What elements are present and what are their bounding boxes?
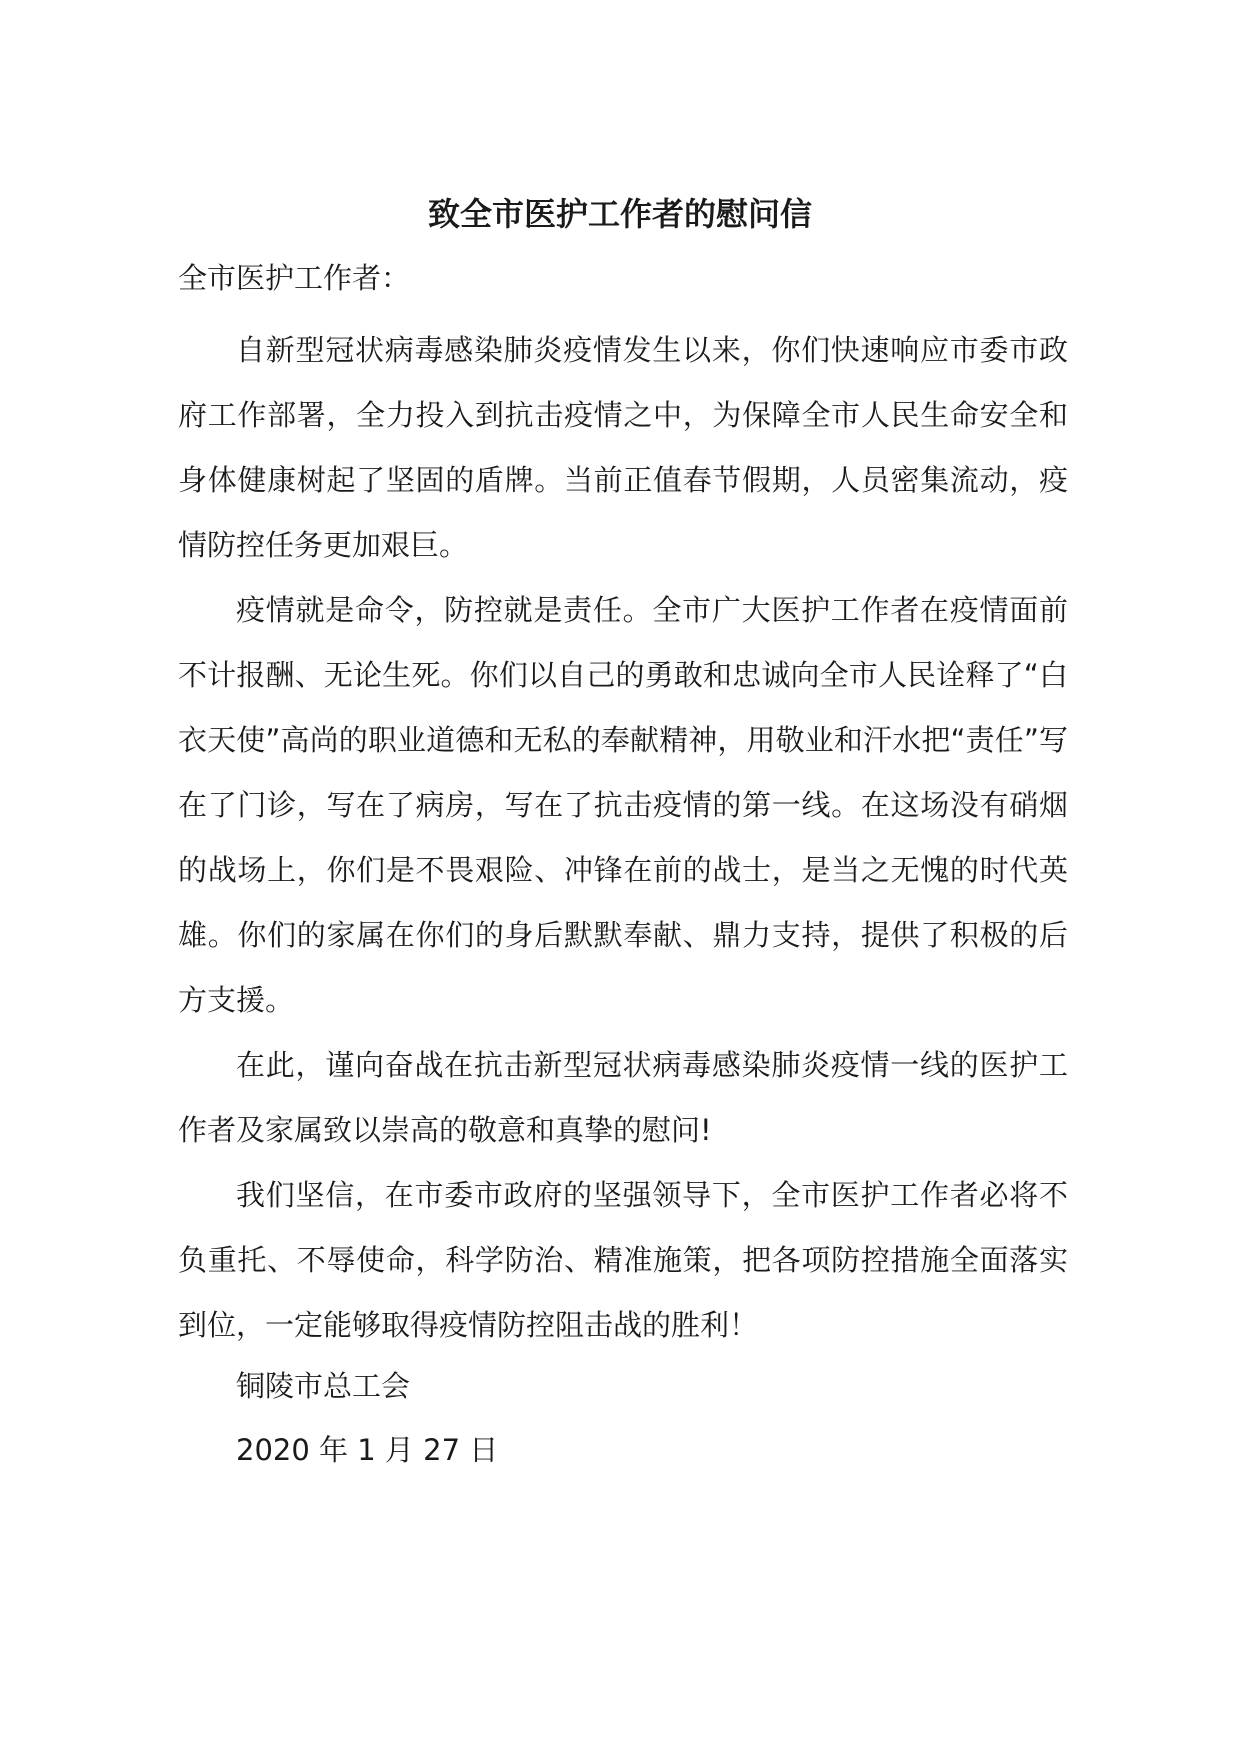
- salutation: 全市医护工作者：: [178, 261, 411, 295]
- signature-organization: 铜陵市总工会: [236, 1369, 411, 1403]
- letter-body: [178, 318, 1068, 1358]
- body-paragraph-2: 疫情就是命令，防控就是责任。全市广大医护工作者在疫情面前不计报酬、无论生死。你们以自己的勇敢和忠诚向全市人民诠释了“白衣天使”高尚的职业道德和无私的奉献精神，用敬业和汗水把“责任”写在了门诊，写在了病房，写在了抗击疫情的第一线。在这场没有硝烟的战场上，你们是不畏艰险、冲锋在前的战士，是当之无愧的时代英雄。你们的家属在你们的身后默默奉献、鼎力支持，提供了积极的后方支援。: [178, 593, 1068, 1017]
- body-paragraph-3: 在此，谨向奋战在抗击新型冠状病毒感染肺炎疫情一线的医护工作者及家属致以崇高的敬意和真挚的慰问!: [178, 1048, 1068, 1147]
- body-paragraph-1: 自新型冠状病毒感染肺炎疫情发生以来，你们快速响应市委市政府工作部署，全力投入到抗击疫情之中，为保障全市人民生命安全和身体健康树起了坚固的盾牌。当前正值春节假期，人员密集流动，疫情防控任务更加艰巨。: [178, 333, 1068, 562]
- body-paragraph-4: 我们坚信，在市委市政府的坚强领导下，全市医护工作者必将不负重托、不辱使命，科学防治、精准施策，把各项防控措施全面落实到位，一定能够取得疫情防控阻击战的胜利！: [178, 1178, 1068, 1342]
- letter-title: 致全市医护工作者的慰问信: [427, 195, 812, 233]
- signature-date: 2020 年 1 月 27 日: [236, 1433, 499, 1467]
